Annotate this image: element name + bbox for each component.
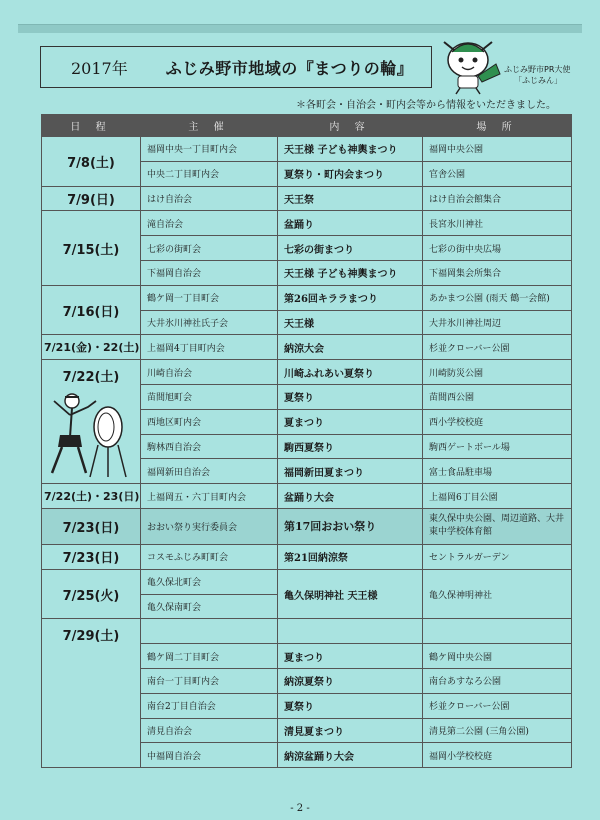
table-row bbox=[42, 285, 572, 310]
host-cell: 鶴ケ岡一丁目町会 bbox=[141, 285, 278, 310]
host-cell: 中央二丁目町内会 bbox=[141, 161, 278, 186]
content-cell: 夏まつり bbox=[278, 409, 423, 434]
content-cell: 納涼盆踊り大会 bbox=[278, 743, 423, 768]
venue-cell: 福岡小学校校庭 bbox=[423, 743, 572, 768]
venue-cell: 杉並クローバー公園 bbox=[423, 693, 572, 718]
header-content: 内 容 bbox=[278, 115, 423, 137]
content-cell: 夏まつり bbox=[278, 644, 423, 669]
content-cell: 天王様 子ども神輿まつり bbox=[278, 137, 423, 162]
venue-cell: 富士食品駐車場 bbox=[423, 459, 572, 484]
venue-cell: 駒西ゲートボール場 bbox=[423, 434, 572, 459]
content-cell: 第26回キララまつり bbox=[278, 285, 423, 310]
header-host: 主 催 bbox=[141, 115, 278, 137]
content-cell: 夏祭り bbox=[278, 693, 423, 718]
date-cell: 7/21(金)・22(土) bbox=[42, 335, 141, 360]
venue-cell: 福岡中央公園 bbox=[423, 137, 572, 162]
content-cell: 天王様 子ども神輿まつり bbox=[278, 260, 423, 285]
content-cell: 盆踊り bbox=[278, 211, 423, 236]
table-row-highlighted bbox=[42, 508, 572, 544]
content-cell: 天王様 bbox=[278, 310, 423, 335]
venue-cell: 長宮氷川神社 bbox=[423, 211, 572, 236]
host-cell: 清見自治会 bbox=[141, 718, 278, 743]
host-cell: 福岡新田自治会 bbox=[141, 459, 278, 484]
host-cell: おおい祭り実行委員会 bbox=[141, 508, 278, 544]
content-cell: 天王祭 bbox=[278, 186, 423, 211]
table-row bbox=[42, 186, 572, 211]
mascot-caption bbox=[504, 64, 596, 86]
mascot-nickname: 「ふじみん」 bbox=[514, 76, 562, 85]
table-row bbox=[42, 484, 572, 509]
table-header-row bbox=[42, 115, 572, 137]
venue-cell bbox=[423, 619, 572, 644]
content-cell: 駒西夏祭り bbox=[278, 434, 423, 459]
date-cell-with-illustration bbox=[42, 360, 141, 484]
venue-cell: あかまつ公園 (雨天 鶴一会館) bbox=[423, 285, 572, 310]
mascot-role: ふじみ野市PR大使 bbox=[504, 65, 571, 74]
page-title: ふじみ野市地域の『まつりの輪』 bbox=[165, 58, 414, 78]
venue-cell: 西小学校校庭 bbox=[423, 409, 572, 434]
content-cell: 清見夏まつり bbox=[278, 718, 423, 743]
table-row bbox=[42, 619, 572, 644]
mascot-fujimin-illustration bbox=[438, 30, 508, 96]
table-row bbox=[42, 569, 572, 594]
host-cell bbox=[141, 619, 278, 644]
date-cell: 7/9(日) bbox=[42, 186, 141, 211]
venue-cell: 下福岡集会所集合 bbox=[423, 260, 572, 285]
venue-cell: 鶴ケ岡中央公園 bbox=[423, 644, 572, 669]
festival-schedule-table bbox=[41, 114, 572, 768]
date-cell: 7/25(火) bbox=[42, 569, 141, 619]
content-cell: 第17回おおい祭り bbox=[278, 508, 423, 544]
host-cell: 下福岡自治会 bbox=[141, 260, 278, 285]
content-cell: 夏祭り・町内会まつり bbox=[278, 161, 423, 186]
venue-cell: 清見第二公園 (三角公園) bbox=[423, 718, 572, 743]
header-date: 日 程 bbox=[42, 115, 141, 137]
host-cell: 駒林西自治会 bbox=[141, 434, 278, 459]
date-cell: 7/22(土)・23(日) bbox=[42, 484, 141, 509]
date-cell: 7/8(土) bbox=[42, 137, 141, 187]
source-note: ＊各町会・自治会・町内会等から情報をいただきました。 bbox=[296, 100, 556, 111]
date-cell: 7/23(日) bbox=[42, 544, 141, 569]
host-cell: はけ自治会 bbox=[141, 186, 278, 211]
title-box bbox=[40, 46, 432, 88]
host-cell: 滝自治会 bbox=[141, 211, 278, 236]
content-cell: 亀久保明神社 天王様 bbox=[278, 569, 423, 619]
venue-cell: 七彩の街中央広場 bbox=[423, 236, 572, 261]
venue-cell: 大井氷川神社周辺 bbox=[423, 310, 572, 335]
content-cell: 第21回納涼祭 bbox=[278, 544, 423, 569]
content-cell: 盆踊り大会 bbox=[278, 484, 423, 509]
host-cell: 川崎自治会 bbox=[141, 360, 278, 385]
content-cell: 納涼大会 bbox=[278, 335, 423, 360]
host-cell: 亀久保北町会 bbox=[141, 569, 278, 594]
host-cell: 福岡中央一丁目町内会 bbox=[141, 137, 278, 162]
date-cell: 7/15(土) bbox=[42, 211, 141, 285]
content-cell: 夏祭り bbox=[278, 384, 423, 409]
venue-cell: 苗間西公園 bbox=[423, 384, 572, 409]
venue-cell: 亀久保神明神社 bbox=[423, 569, 572, 619]
host-cell: 大井氷川神社氏子会 bbox=[141, 310, 278, 335]
content-cell: 納涼夏祭り bbox=[278, 668, 423, 693]
host-cell: 上福岡4丁目町内会 bbox=[141, 335, 278, 360]
table-row bbox=[42, 360, 572, 385]
content-cell: 七彩の街まつり bbox=[278, 236, 423, 261]
header-venue: 場 所 bbox=[423, 115, 572, 137]
page-number: - 2 - bbox=[290, 803, 310, 814]
host-cell: 中福岡自治会 bbox=[141, 743, 278, 768]
host-cell: 七彩の街町会 bbox=[141, 236, 278, 261]
venue-cell: 杉並クローバー公園 bbox=[423, 335, 572, 360]
date-cell: 7/16(日) bbox=[42, 285, 141, 335]
table-row bbox=[42, 544, 572, 569]
host-cell: 上福岡五・六丁目町内会 bbox=[141, 484, 278, 509]
venue-cell: 東久保中央公園、周辺道路、大井東中学校体育館 bbox=[423, 508, 572, 544]
host-cell: 西地区町内会 bbox=[141, 409, 278, 434]
host-cell: 南台一丁目町内会 bbox=[141, 668, 278, 693]
date-cell: 7/29(土) bbox=[42, 619, 141, 768]
table-row bbox=[42, 211, 572, 236]
content-cell bbox=[278, 619, 423, 644]
date-cell: 7/23(日) bbox=[42, 508, 141, 544]
table-row bbox=[42, 137, 572, 162]
host-cell: 苗間旭町会 bbox=[141, 384, 278, 409]
host-cell: コスモふじみ町町会 bbox=[141, 544, 278, 569]
venue-cell: 上福岡6丁目公園 bbox=[423, 484, 572, 509]
taiko-drummer-icon bbox=[46, 387, 136, 479]
host-cell: 南台2丁目自治会 bbox=[141, 693, 278, 718]
venue-cell: 川崎防災公園 bbox=[423, 360, 572, 385]
content-cell: 福岡新田夏まつり bbox=[278, 459, 423, 484]
host-cell: 亀久保南町会 bbox=[141, 594, 278, 619]
table-row bbox=[42, 335, 572, 360]
venue-cell: 官舎公園 bbox=[423, 161, 572, 186]
venue-cell: はけ自治会館集合 bbox=[423, 186, 572, 211]
date-label: 7/22(土) bbox=[62, 370, 120, 386]
venue-cell: 南台あすなろ公園 bbox=[423, 668, 572, 693]
venue-cell: セントラルガーデン bbox=[423, 544, 572, 569]
title-year: 2017年 bbox=[71, 58, 128, 78]
content-cell: 川崎ふれあい夏祭り bbox=[278, 360, 423, 385]
host-cell: 鶴ケ岡二丁目町会 bbox=[141, 644, 278, 669]
